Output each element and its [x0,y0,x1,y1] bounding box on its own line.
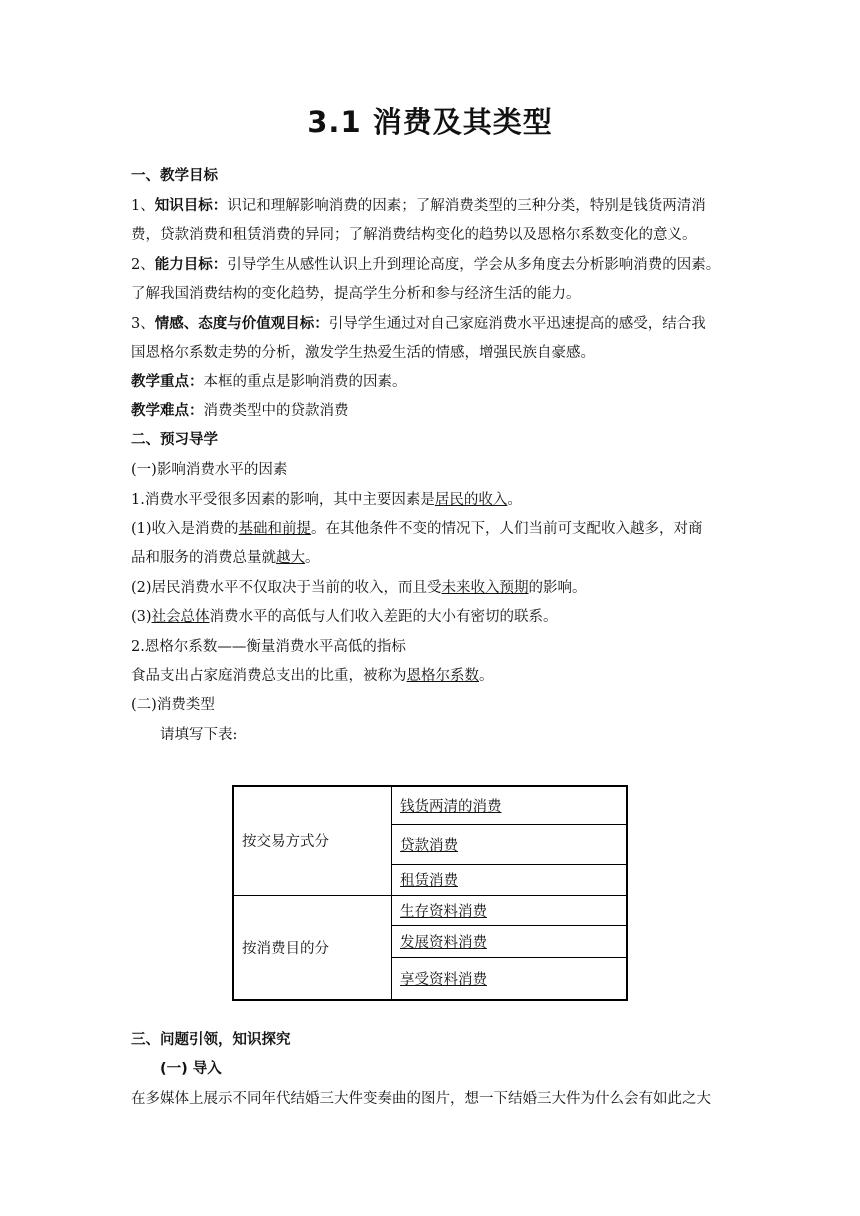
table-category-cell: 按交易方式分 [233,786,392,895]
table-item-cell: 租赁消费 [392,865,628,895]
text: 消费水平的高低与人们收入差距的大小有密切的联系。 [209,609,558,625]
text: 引导学生从感性认识上升到理论高度，学会从多角度去分析影响消费的因素。 [227,257,721,273]
teaching-difficulty [131,401,731,421]
section-heading-2: 二、预习导学 [131,432,218,448]
paragraph-emotion-goal [131,314,731,334]
label-difficulty: 教学难点： [131,403,204,419]
table-item-cell: 享受资料消费 [392,958,628,1000]
list-prefix: 3、 [131,316,155,332]
paragraph-line: 费，贷款消费和租赁消费的异同；了解消费结构变化的趋势以及恩格尔系数变化的意义。 [131,227,697,243]
label-focus: 教学重点： [131,374,204,390]
table-category-cell: 按消费目的分 [233,895,392,1000]
text: 1.消费水平受很多因素的影响，其中主要因素是 [131,492,435,508]
subheading: (二)消费类型 [131,697,215,713]
consumption-type-table [232,785,628,1001]
text: 食品支出占家庭消费总支出的比重，被称为 [131,668,407,684]
text: (1)收入是消费的 [131,521,239,537]
label-emotion-goal: 情感、态度与价值观目标： [154,316,329,332]
answer-underlined: 越大 [276,550,305,566]
label-knowledge-goal: 知识目标： [154,198,228,214]
text: 品和服务的消费总量就 [131,550,276,566]
answer-underlined: 恩格尔系数 [406,668,479,684]
text: 。 [507,492,522,508]
text: 。 [305,550,320,566]
paragraph-ability-goal [131,255,731,275]
table-item-cell: 发展资料消费 [392,925,628,957]
table-item-cell: 贷款消费 [392,824,628,864]
paragraph-knowledge-goal [131,196,731,216]
paragraph-line [131,578,731,598]
subheading: (一)影响消费水平的因素 [131,462,288,478]
text: 消费类型中的贷款消费 [203,403,349,419]
subheading: (一) 导入 [160,1061,222,1077]
instruction: 请填写下表: [160,727,238,743]
paragraph-line [131,519,731,539]
table-item-cell: 钱货两清的消费 [392,786,628,824]
answer-underlined: 居民的收入 [434,492,508,508]
list-prefix: 1、 [131,198,155,214]
paragraph-line [131,607,731,627]
paragraph-line: 了解我国消费结构的变化趋势，提高学生分析和参与经济生活的能力。 [131,286,581,302]
list-prefix: 2、 [131,257,155,273]
answer-underlined: 未来收入预期 [441,580,529,596]
section-heading-3: 三、问题引领，知识探究 [131,1032,291,1048]
text: 的影响。 [528,580,587,596]
paragraph-line: 国恩格尔系数走势的分析，激发学生热爱生活的情感，增强民族自豪感。 [131,345,595,361]
text: 。 [479,668,494,684]
teaching-focus [131,372,731,392]
paragraph-line [131,490,731,510]
text: 。在其他条件不变的情况下，人们当前可支配收入越多，对商 [311,521,703,537]
text: 本框的重点是影响消费的因素。 [203,374,407,390]
section-heading-1: 一、教学目标 [131,168,218,184]
text: (3) [131,609,152,625]
answer-underlined: 基础和前提 [238,521,312,537]
label-ability-goal: 能力目标： [154,257,228,273]
paragraph-line: 在多媒体上展示不同年代结婚三大件变奏曲的图片，想一下结婚三大件为什么会有如此之大 [131,1091,711,1107]
paragraph-line [131,666,731,686]
paragraph-line: 2.恩格尔系数——衡量消费水平高低的指标 [131,639,406,655]
answer-underlined: 社会总体 [151,609,210,625]
text: 识记和理解影响消费的因素；了解消费类型的三种分类，特别是钱货两清消 [227,198,706,214]
table-item-cell: 生存资料消费 [392,895,628,925]
text: (2)居民消费水平不仅取决于当前的收入，而且受 [131,580,442,596]
text: 引导学生通过对自己家庭消费水平迅速提高的感受，结合我 [328,316,706,332]
page-title: 3.1 消费及其类型 [307,105,553,139]
paragraph-line [131,548,731,568]
